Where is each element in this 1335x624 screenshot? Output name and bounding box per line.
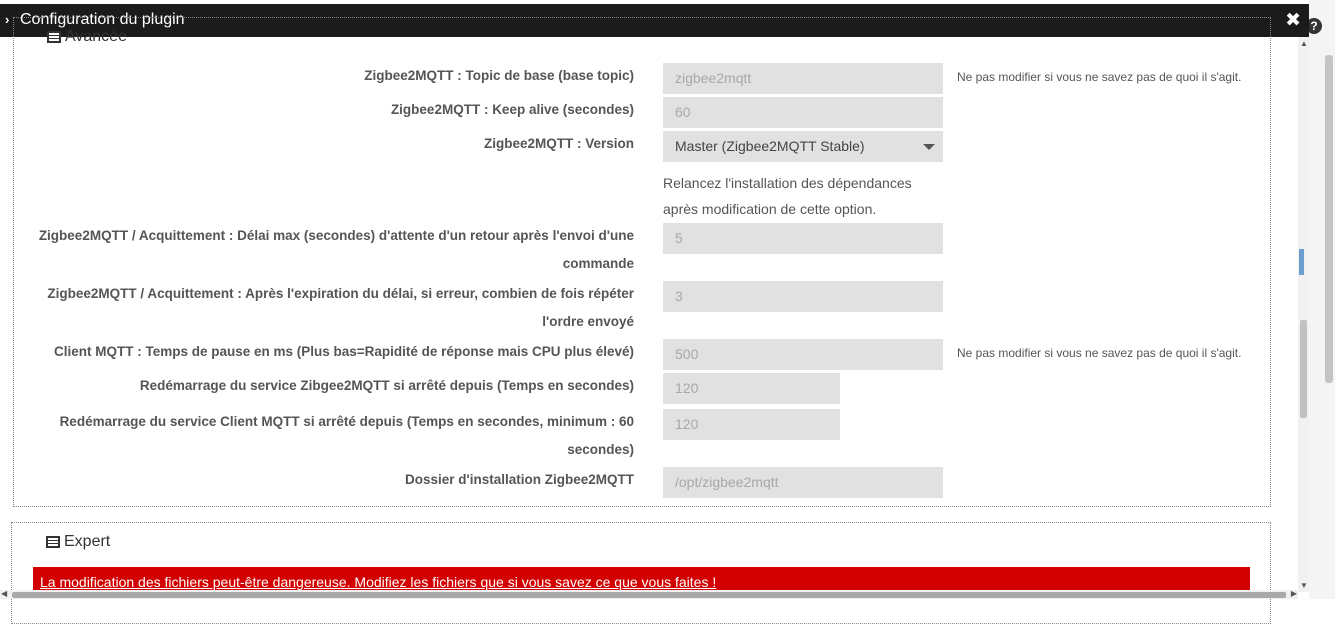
caret-down-icon <box>923 144 935 150</box>
background-scrollbar[interactable] <box>1325 55 1333 383</box>
ack-delay-input[interactable]: 5 <box>663 223 943 254</box>
restart-mqtt-label-line1: Redémarrage du service Client MQTT si arrêté depuis (Temps en secondes, minimum : 60 <box>59 414 634 429</box>
close-icon[interactable]: ✖ <box>1285 10 1301 31</box>
keep-alive-label: Zigbee2MQTT : Keep alive (secondes) <box>390 102 634 117</box>
horizontal-scrollbar[interactable] <box>0 590 1298 599</box>
section-advanced-legend <box>47 28 127 46</box>
restart-mqtt-label-line2: secondes) <box>567 442 634 457</box>
restart-mqtt-input[interactable]: 120 <box>663 409 840 440</box>
scroll-up-icon[interactable]: ▲ <box>1300 39 1308 48</box>
ack-delay-label-line1: Zigbee2MQTT / Acquittement : Délai max (secondes) d'attente d'un retour après l'envoi d'une <box>38 228 634 243</box>
ack-repeat-label-line2: l'ordre envoyé <box>542 314 634 329</box>
section-expert-title: Expert <box>64 533 111 550</box>
version-select[interactable] <box>663 131 943 162</box>
expert-warning-banner: La modification des fichiers peut-être dangereuse. Modifiez les fichiers que si vous savez ce que vous faites ! <box>33 567 1250 597</box>
section-advanced-title: Avancée <box>65 28 127 45</box>
help-icon[interactable]: ? <box>1306 18 1322 34</box>
scroll-down-icon[interactable]: ▼ <box>1300 581 1308 590</box>
section-expert-legend <box>46 533 110 551</box>
horizontal-scroll-thumb[interactable] <box>12 592 1286 598</box>
base-topic-help: Ne pas modifier si vous ne savez pas de quoi il s'agit. <box>957 70 1242 84</box>
scroll-left-icon[interactable]: ◀ <box>1 589 8 598</box>
ack-delay-label-line2: commande <box>562 256 634 271</box>
ack-repeat-input[interactable]: 3 <box>663 281 943 312</box>
modal-body <box>0 28 1309 599</box>
install-dir-input[interactable]: /opt/zigbee2mqtt <box>663 467 943 498</box>
version-note-line2: après modification de cette option. <box>663 201 877 217</box>
pause-help: Ne pas modifier si vous ne savez pas de quoi il s'agit. <box>957 346 1242 360</box>
scroll-marker <box>1299 249 1304 275</box>
base-topic-label: Zigbee2MQTT : Topic de base (base topic) <box>364 68 634 83</box>
chevron-right-icon: › <box>5 12 10 27</box>
version-note-line1: Relancez l'installation des dépendances <box>663 175 912 191</box>
restart-z2m-label: Redémarrage du service Zibgee2MQTT si arrêté depuis (Temps en secondes) <box>139 378 634 393</box>
pause-label: Client MQTT : Temps de pause en ms (Plus bas=Rapidité de réponse mais CPU plus élevé) <box>53 344 634 359</box>
vertical-scrollbar[interactable] <box>1298 37 1309 592</box>
list-icon <box>46 536 60 548</box>
restart-z2m-input[interactable]: 120 <box>663 373 840 404</box>
list-icon <box>47 31 61 43</box>
version-label: Zigbee2MQTT : Version <box>483 136 634 151</box>
modal-title: Configuration du plugin <box>20 11 185 28</box>
pause-input[interactable]: 500 <box>663 339 943 370</box>
version-select-value: Master (Zigbee2MQTT Stable) <box>675 138 865 154</box>
scroll-right-icon[interactable]: ▶ <box>1290 589 1297 598</box>
base-topic-input[interactable]: zigbee2mqtt <box>663 63 943 94</box>
keep-alive-input[interactable]: 60 <box>663 97 943 128</box>
install-dir-label: Dossier d'installation Zigbee2MQTT <box>405 472 634 487</box>
vertical-scroll-thumb[interactable] <box>1300 320 1307 418</box>
ack-repeat-label-line1: Zigbee2MQTT / Acquittement : Après l'expiration du délai, si erreur, combien de fois répéter <box>47 286 634 301</box>
